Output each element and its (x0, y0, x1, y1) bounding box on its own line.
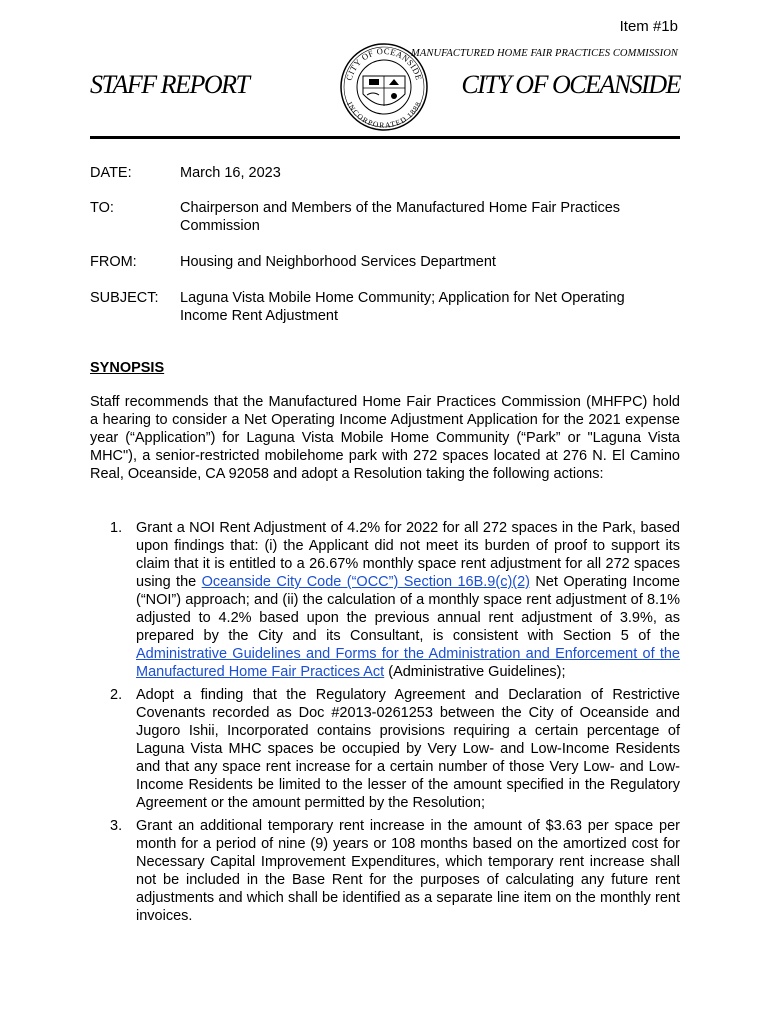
action-2-text: Adopt a finding that the Regulatory Agreement and Declaration of Restrictive Covenants recorded as Doc #2013-0261253 between the City of Oceanside and Jugoro Ishii, Incorporated contains provisions requiring a certain percentage of Laguna Vista MHC spaces be occupied by Very Low- and Low-Income Residents and that any space rent increase for a certain number of those Very Low- and Low-Income Residents be limited to the lesser of the amount specified in the Regulatory Agreement or the amount permitted by the Resolution; (136, 687, 680, 811)
seal-ring-top: CITY OF OCEANSIDE (343, 45, 425, 82)
from-label: FROM: (90, 254, 137, 270)
administrative-guidelines-link[interactable]: Administrative Guidelines and Forms for the Administration and Enforcement of the Manufactured Home Fair Practices Act (136, 646, 680, 680)
synopsis-paragraph: Staff recommends that the Manufactured Home Fair Practices Commission (MHFPC) hold a hearing to consider a Net Operating Income Adjustment Application for the 2021 expense year (“Application”) for Laguna Vista Mobile Home Community (“Park” or "Laguna Vista MHC"), a senior-restricted mobilehome park with 272 spaces located at 276 N. El Camino Real, Oceanside, CA 92058 and adopt a Resolution taking the following actions: (90, 394, 680, 482)
city-name: CITY OF OCEANSIDE (461, 70, 680, 99)
date-value: March 16, 2023 (180, 165, 281, 181)
report-title: STAFF REPORT (90, 70, 249, 99)
list-number: 1. (110, 520, 123, 536)
to-label: TO: (90, 200, 114, 216)
list-item (90, 817, 680, 925)
action-3-text: Grant an additional temporary rent increase in the amount of $3.63 per space per month for a period of nine (9) years or 108 months based on the amortized cost for Necessary Capital Improvement Expenditures, which temporary rent increase shall not be included in the Base Rent for the purposes of calculating any future rent adjustments and which shall be identified as a separate line item on the monthly rent invoices. (136, 818, 680, 924)
from-value: Housing and Neighborhood Services Department (180, 254, 496, 270)
action-1-text: Grant a NOI Rent Adjustment of 4.2% for 2022 for all 272 spaces in the Park, based upon findings that: (i) the Applicant did not meet its burden of proof to support its claim that it is entitled to a 26.67% monthly space rent adjustment for all 272 spaces using the (136, 520, 680, 590)
header-rule (90, 136, 680, 139)
list-item (90, 519, 680, 681)
action-1-text-end: (Administrative Guidelines); (384, 664, 566, 680)
list-item (90, 686, 680, 812)
subject-label: SUBJECT: (90, 290, 159, 306)
date-label: DATE: (90, 165, 132, 181)
city-seal-icon (339, 42, 429, 132)
subject-value: Laguna Vista Mobile Home Community; Application for Net Operating Income Rent Adjustment (180, 290, 625, 324)
occ-section-link[interactable]: Oceanside City Code (“OCC”) Section 16B.9(c)(2) (201, 574, 530, 590)
synopsis-heading: SYNOPSIS (90, 360, 165, 376)
list-number: 2. (110, 687, 123, 703)
seal-ring-bottom: INCORPORATED 1888 (345, 100, 423, 130)
action-list (90, 519, 680, 930)
item-number: Item #1b (619, 18, 678, 35)
commission-name: MANUFACTURED HOME FAIR PRACTICES COMMISSION (411, 48, 678, 59)
action-1-text-continued: Net Operating Income (“NOI”) approach; and (ii) the calculation of a monthly space rent adjustment of 8.1% adjusted to 4.2% based upon the previous annual rent adjustment of 3.9%, as prepared by the City and its Consultant, is consistent with Section 5 of the (136, 574, 680, 644)
to-value: Chairperson and Members of the Manufactured Home Fair Practices Commission (180, 200, 621, 234)
list-number: 3. (110, 818, 123, 834)
